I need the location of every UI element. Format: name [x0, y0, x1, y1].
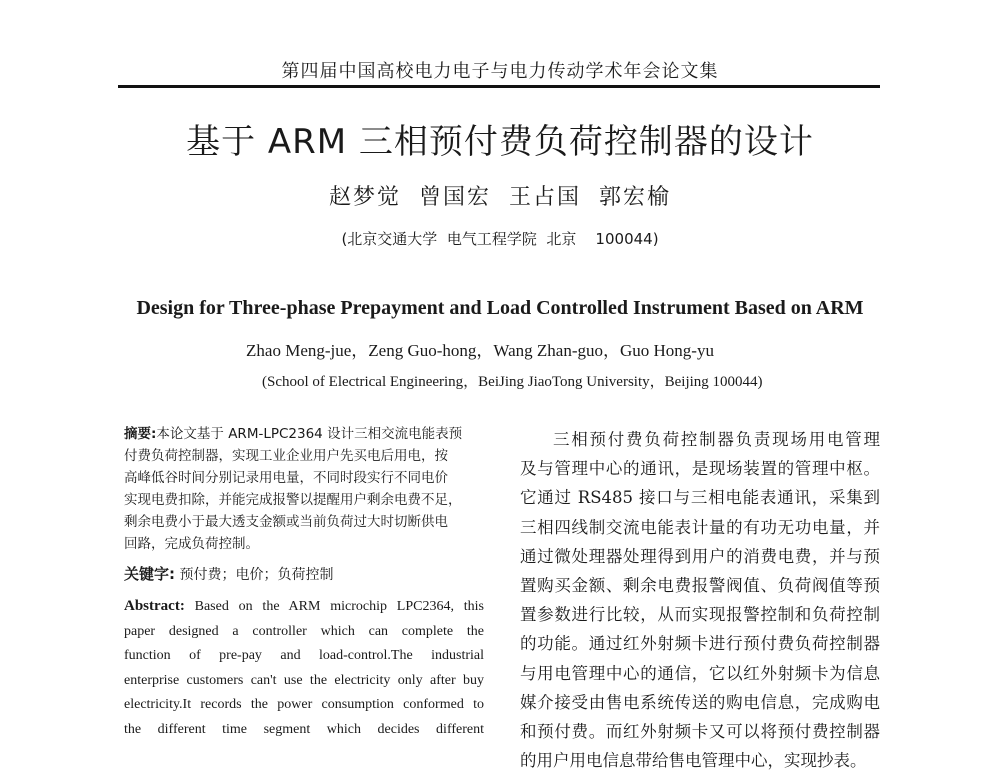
abstract-cn-line: 付费负荷控制器，实现工业企业用户先买电后用电，按 [124, 448, 448, 464]
paper-title-en: Design for Three-phase Prepayment and Load Controlled Instrument Based on ARM [136, 297, 864, 319]
abstract-en-line: electricity.It records the power consumption conformed to [124, 697, 484, 712]
body-line: 它通过 RS485 接口与三相电能表通讯，采集到 [520, 488, 880, 508]
body-line: 通过微处理器处理得到用户的消费电费，并与预 [520, 546, 880, 566]
header-rule [118, 85, 880, 88]
affiliation-cn: (北京交通大学 电气工程学院 北京 100044) [341, 230, 659, 248]
affiliation-en: (School of Electrical Engineering，BeiJing JiaoTong University，Beijing 100044) [262, 374, 763, 390]
body-line: 置参数进行比较，从而实现报警控制和负荷控制 [520, 605, 880, 625]
body-line: 媒介接受由售电系统传送的购电信息，完成购电 [520, 692, 880, 712]
abstract-cn-line: 实现电费扣除，并能完成报警以提醒用户剩余电费不足， [124, 492, 462, 508]
abstract-cn-line: 摘要:本论文基于 ARM-LPC2364 设计三相交流电能表预 [124, 426, 463, 442]
abstract-cn-line: 剩余电费小于最大透支金额或当前负荷过大时切断供电 [124, 514, 448, 530]
body-line: 三相预付费负荷控制器负责现场用电管理 [553, 430, 880, 449]
body-line: 的用户用电信息带给售电管理中心，实现抄表。 [520, 751, 867, 771]
body-line: 与用电管理中心的通信，它以红外射频卡为信息 [520, 663, 880, 683]
authors-cn: 赵梦觉 曾国宏 王占国 郭宏榆 [329, 185, 671, 210]
body-line: 和预付费。而红外射频卡又可以将预付费控制器 [520, 722, 880, 742]
body-line: 及与管理中心的通讯，是现场装置的管理中枢。 [520, 459, 880, 479]
abstract-en-line: function of pre-pay and load-control.The industrial [124, 648, 484, 663]
keywords-label: 关键字: [124, 565, 175, 583]
abstract-cn-line: 回路，完成负荷控制。 [124, 536, 259, 552]
right-column [520, 425, 880, 775]
proceedings-header: 第四届中国高校电力电子与电力传动学术年会论文集 [281, 61, 719, 82]
abstract-cn-label: 摘要: [124, 426, 157, 442]
abstract-en-line: the different time segment which decides different [124, 721, 484, 737]
keywords [124, 563, 484, 584]
abstract-en-label: Abstract: [124, 598, 185, 614]
abstract-en-line: Abstract: Based on the ARM microchip LPC2364, this [124, 598, 484, 614]
body-paragraph [520, 425, 880, 775]
body-line: 的功能。通过红外射频卡进行预付费负荷控制器 [520, 634, 880, 654]
authors-en: Zhao Meng-jue，Zeng Guo-hong，Wang Zhan-guo，Guo Hong-yu [246, 341, 714, 360]
keywords-text: 预付费；电价；负荷控制 [179, 567, 334, 583]
body-line: 置购买金额、剩余电费报警阀值、负荷阀值等预 [520, 576, 880, 596]
abstract-cn [124, 423, 484, 555]
abstract-en-line: paper designed a controller which can complete the [124, 623, 484, 639]
abstract-cn-line: 高峰低谷时间分别记录用电量，不同时段实行不同电价 [124, 470, 448, 486]
paper-title-cn: 基于 ARM 三相预付费负荷控制器的设计 [186, 122, 814, 162]
left-column [124, 423, 484, 742]
body-line: 三相四线制交流电能表计量的有功无功电量，并 [520, 517, 880, 537]
abstract-en [124, 594, 484, 742]
abstract-en-line: enterprise customers can't use the electricity only after buy [124, 672, 484, 688]
